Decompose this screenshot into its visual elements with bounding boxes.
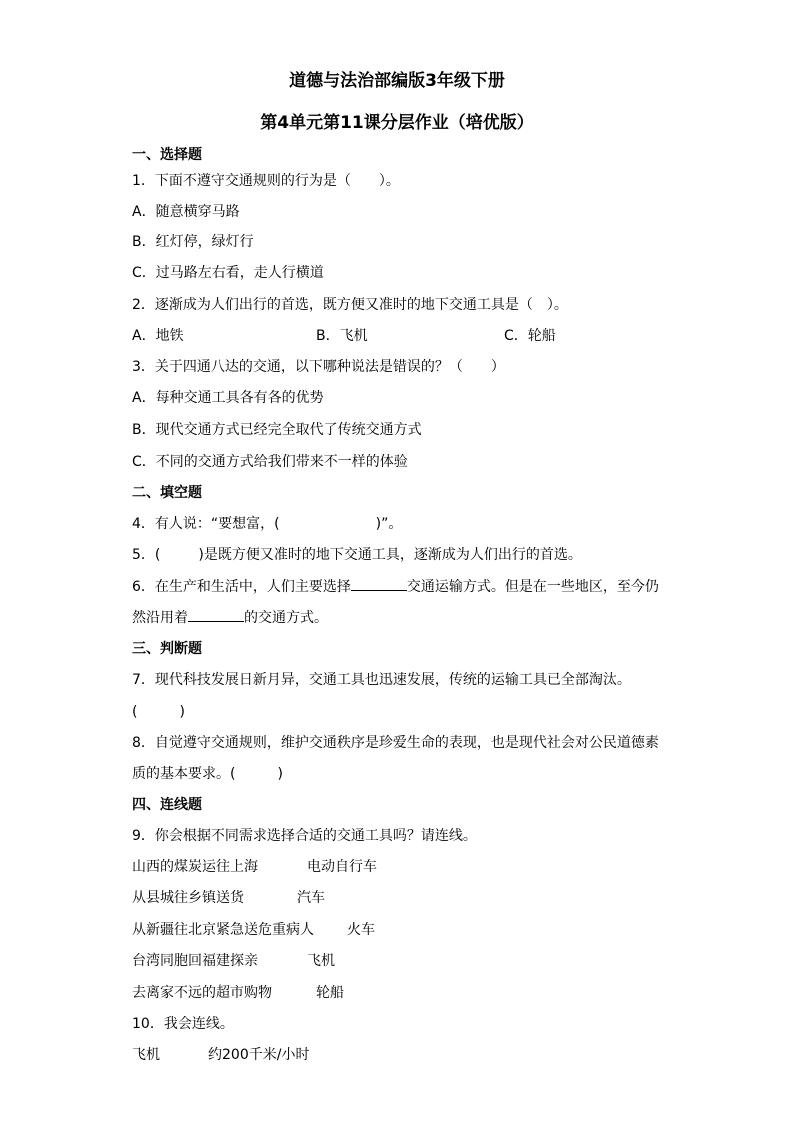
q10-right-item[interactable]: 约200千米/小时 — [208, 1047, 310, 1063]
q9-right-item[interactable]: 飞机 — [307, 953, 335, 969]
q3-option-c: C．不同的交通方式给我们带来不一样的体验 — [132, 454, 408, 470]
q9-left-item[interactable]: 从县城往乡镇送货 — [132, 890, 244, 906]
q2-option-a: A．地铁 — [132, 328, 184, 344]
q3-option-b: B．现代交通方式已经完全取代了传统交通方式 — [132, 422, 422, 438]
q9-right-item[interactable]: 火车 — [347, 922, 375, 938]
q10-stem: 10．我会连线。 — [132, 1016, 234, 1032]
q7-stem: 7．现代科技发展日新月异，交通工具也迅速发展，传统的运输工具已全部淘汰。 — [132, 672, 631, 688]
section-heading-choice: 一、选择题 — [132, 147, 202, 163]
q10-left-item[interactable]: 飞机 — [132, 1047, 160, 1063]
section-heading-match: 四、连线题 — [132, 797, 202, 813]
q6-line-2 — [132, 607, 328, 628]
q6-line-1 — [132, 576, 659, 597]
q6-text-line2: 然沿用着 — [132, 610, 188, 626]
q2-option-c: C．轮船 — [504, 328, 556, 344]
q6-text-after: 的交通方式。 — [244, 610, 328, 626]
q6-blank-1[interactable] — [351, 576, 407, 591]
q9-left-item[interactable]: 从新疆往北京紧急送危重病人 — [132, 922, 314, 938]
document-title: 道德与法治部编版3年级下册 — [289, 71, 505, 91]
q8-line-1: 8．自觉遵守交通规则，维护交通秩序是珍爱生命的表现，也是现代社会对公民道德素 — [132, 735, 659, 751]
q9-stem: 9．你会根据不同需求选择合适的交通工具吗？请连线。 — [132, 828, 477, 844]
q9-left-item[interactable]: 山西的煤炭运往上海 — [132, 859, 258, 875]
q1-stem: 1．下面不遵守交通规则的行为是（ ）。 — [132, 173, 400, 189]
q5-text-after: )是既方便又准时的地下交通工具，逐渐成为人们出行的首选。 — [198, 547, 582, 563]
q9-left-item[interactable]: 去离家不远的超市购物 — [132, 985, 272, 1001]
q9-right-item[interactable]: 轮船 — [316, 985, 344, 1001]
q4-text-before: 4．有人说：“要想富，( — [132, 516, 280, 532]
q5-line — [132, 545, 582, 565]
q2-stem: 2．逐渐成为人们出行的首选，既方便又准时的地下交通工具是（ ）。 — [132, 297, 568, 313]
document-subtitle: 第4单元第11课分层作业（培优版） — [260, 113, 534, 133]
q8-line-2[interactable]: 质的基本要求。( ) — [132, 766, 283, 782]
q6-blank-2[interactable] — [188, 607, 244, 622]
q4-text-after: )”。 — [375, 516, 403, 532]
q9-right-item[interactable]: 电动自行车 — [307, 859, 377, 875]
q3-option-a: A．每种交通工具各有各的优势 — [132, 390, 324, 406]
q6-text-middle: 交通运输方式。但是在一些地区，至今仍 — [406, 579, 659, 595]
q2-option-b: B．飞机 — [316, 328, 368, 344]
section-heading-fill: 二、填空题 — [132, 485, 202, 501]
q1-option-a: A．随意横穿马路 — [132, 204, 240, 220]
q3-stem: 3．关于四通八达的交通，以下哪种说法是错误的？（ ） — [132, 359, 505, 375]
section-heading-judge: 三、判断题 — [132, 641, 202, 657]
q7-answer-paren[interactable]: ( ) — [132, 704, 185, 720]
q1-option-c: C．过马路左右看，走人行横道 — [132, 265, 324, 281]
q1-option-b: B．红灯停，绿灯行 — [132, 234, 254, 250]
q9-right-item[interactable]: 汽车 — [297, 890, 325, 906]
q6-text-before: 6．在生产和生活中，人们主要选择 — [132, 579, 351, 595]
q5-text-before: 5．( — [132, 547, 161, 563]
q4-line — [132, 514, 402, 534]
q9-left-item[interactable]: 台湾同胞回福建探亲 — [132, 953, 258, 969]
